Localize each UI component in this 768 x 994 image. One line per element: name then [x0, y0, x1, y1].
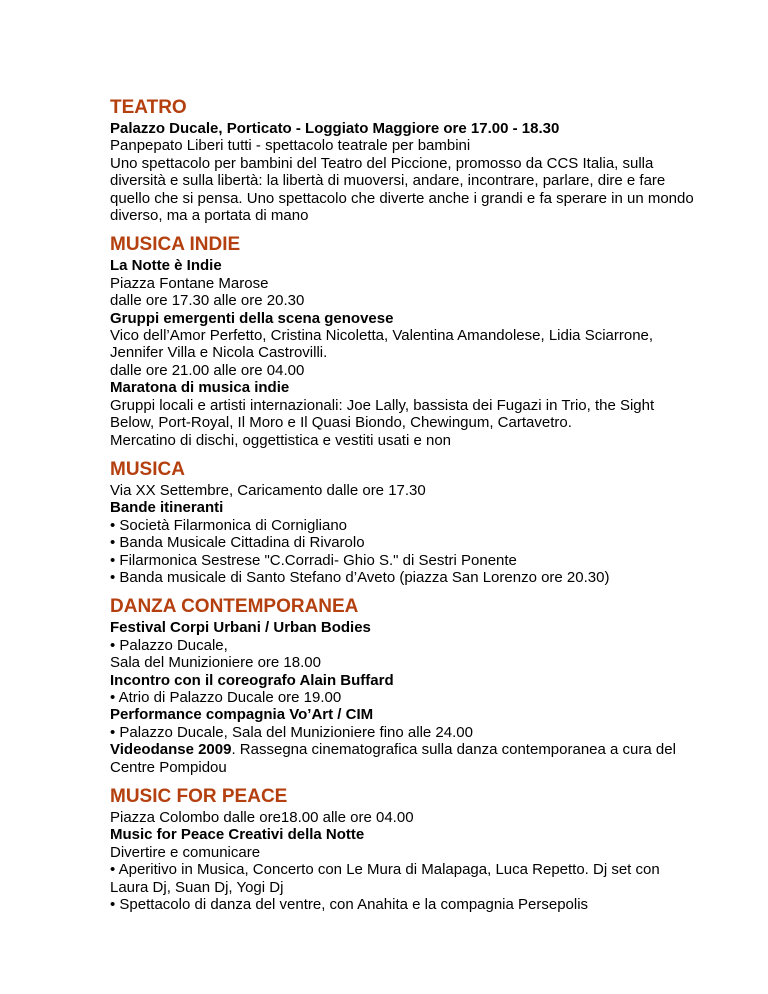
- event-subtitle: Incontro con il coreografo Alain Buffard: [110, 671, 394, 689]
- event-title: Panpepato Liberi tutti - spettacolo teatrale per bambini: [110, 137, 471, 155]
- event-title: Festival Corpi Urbani / Urban Bodies: [110, 619, 371, 637]
- event-subtitle: Gruppi emergenti della scena genovese: [110, 309, 394, 327]
- event-venue: Piazza Fontane Marose: [110, 274, 269, 292]
- section-title: DANZA CONTEMPORANEA: [110, 596, 359, 618]
- list-item: • Spettacolo di danza del ventre, con Anahita e la compagnia Persepolis: [110, 896, 589, 914]
- section-music-for-peace: [110, 786, 710, 913]
- event-description: Vico dell’Amor Perfetto, Cristina Nicoletta, Valentina Amandolese, Lidia Sciarrone, Jennifer Villa e Nicola Castrovilli.: [110, 327, 654, 362]
- section-title: MUSICA INDIE: [110, 234, 241, 256]
- section-danza-contemporanea: [110, 596, 710, 776]
- list-item: • Banda musicale di Santo Stefano d’Aveto (piazza San Lorenzo ore 20.30): [110, 568, 610, 586]
- section-title: MUSIC FOR PEACE: [110, 786, 288, 807]
- list-item: • Filarmonica Sestrese "C.Corradi- Ghio S." di Sestri Ponente: [110, 551, 517, 569]
- event-description: Uno spettacolo per bambini del Teatro del Piccione, promosso da CCS Italia, sulla diversità e sulla libertà: la libertà di muoversi, andare, incontrare, parlare, dire e fare quello che si pensa. Uno spettacolo che diverte anche i grandi e fa sperare in un mondo diverso, ma a portata di mano: [110, 154, 694, 225]
- videodanse-text: . Rassegna cinematografica sulla danza contemporanea a cura del Centre Pompidou: [110, 741, 676, 776]
- event-subtitle: Performance compagnia Vo’Art / CIM: [110, 706, 374, 724]
- list-item: • Aperitivo in Musica, Concerto con Le Mura di Malapaga, Luca Repetto. Dj set con Laura Dj, Suan Dj, Yogi Dj: [110, 861, 660, 896]
- event-time: dalle ore 17.30 alle ore 20.30: [110, 292, 305, 310]
- section-musica: [110, 459, 710, 586]
- event-title: Music for Peace Creativi della Notte: [110, 826, 365, 844]
- videodanse-title: Videodanse 2009: [110, 741, 232, 759]
- event-description: Mercatino di dischi, oggettistica e vestiti usati e non: [110, 431, 452, 449]
- section-title: TEATRO: [110, 97, 187, 118]
- event-venue: Sala del Munizioniere ore 18.00: [110, 654, 321, 672]
- section-title: MUSICA: [110, 458, 185, 480]
- list-item: • Palazzo Ducale, Sala del Munizioniere fino alle 24.00: [110, 723, 473, 741]
- list-item: • Atrio di Palazzo Ducale ore 19.00: [110, 688, 342, 706]
- event-venue: Piazza Colombo dalle ore18.00 alle ore 04.00: [110, 809, 414, 826]
- event-subtitle: Bande itineranti: [110, 499, 224, 517]
- list-item: • Banda Musicale Cittadina di Rivarolo: [110, 534, 365, 552]
- event-title: La Notte è Indie: [110, 257, 222, 275]
- document-content: [110, 97, 710, 923]
- event-venue: Via XX Settembre, Caricamento dalle ore 17.30: [110, 481, 426, 499]
- event-subtitle: Maratona di musica indie: [110, 379, 290, 397]
- list-item: • Società Filarmonica di Cornigliano: [110, 516, 348, 534]
- event-venue: Palazzo Ducale, Porticato - Loggiato Maggiore ore 17.00 - 18.30: [110, 120, 560, 137]
- event-time: dalle ore 21.00 alle ore 04.00: [110, 361, 305, 379]
- event-subtitle: Divertire e comunicare: [110, 843, 261, 861]
- section-teatro: [110, 97, 710, 224]
- event-description: Gruppi locali e artisti internazionali: Joe Lally, bassista dei Fugazi in Trio, the Sight Below, Port-Royal, Il Moro e Il Quasi Biondo, Chewingum, Cartavetro.: [110, 396, 655, 432]
- section-musica-indie: [110, 234, 710, 448]
- list-item: • Palazzo Ducale,: [110, 636, 228, 654]
- event-description: [110, 741, 700, 776]
